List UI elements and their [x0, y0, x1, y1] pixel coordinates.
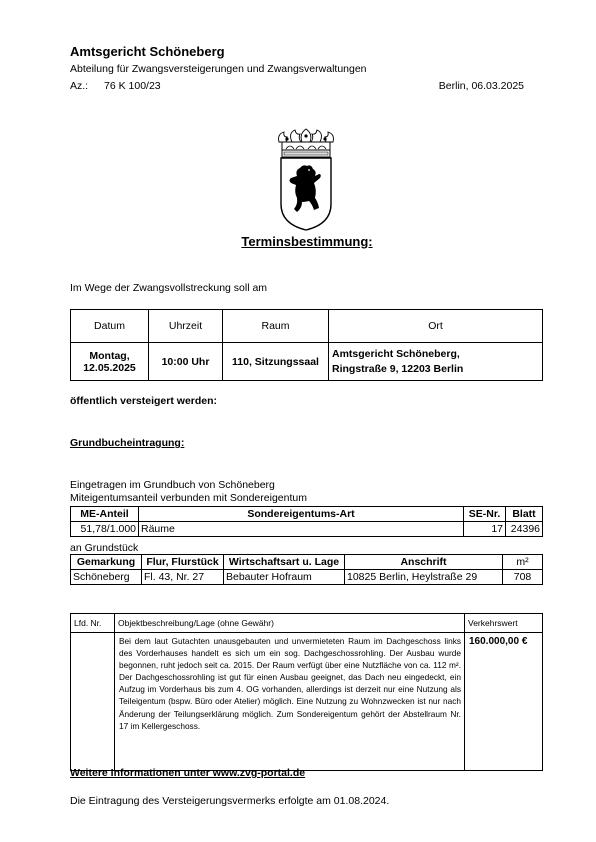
table-row [71, 343, 543, 381]
appointment-room: 110, Sitzungssaal [223, 343, 329, 381]
department: Abteilung für Zwangsversteigerungen und Zwangsverwaltungen [70, 63, 367, 75]
document-title: Terminsbestimmung: [241, 234, 373, 249]
appointment-place [329, 343, 543, 381]
object-table [70, 613, 543, 771]
court-name: Amtsgericht Schöneberg [70, 44, 225, 59]
place-date: Berlin, 06.03.2025 [438, 80, 524, 92]
table-row [71, 633, 543, 771]
table-header-row [71, 507, 543, 522]
date-value: 12.05.2025 [83, 361, 136, 374]
table-cell: 708 [503, 570, 543, 585]
table-header-row [71, 555, 543, 570]
land-register-text: Eingetragen im Grundbuch von Schöneberg [70, 479, 275, 491]
table-cell: 10825 Berlin, Heylstraße 29 [345, 570, 503, 585]
table-header-row [71, 614, 543, 633]
auction-statement: öffentlich versteigert werden: [70, 395, 218, 407]
table-cell: Bebauter Hofraum [224, 570, 345, 585]
case-number: 76 K 100/23 [104, 80, 161, 92]
column-header: Sondereigentums-Art [139, 507, 464, 522]
column-header: SE-Nr. [464, 507, 506, 522]
registration-note: Die Eintragung des Versteigerungsvermerks erfolgte am 01.08.2024. [70, 795, 390, 807]
table-row [71, 570, 543, 585]
intro-text: Im Wege der Zwangsvollstreckung soll am [70, 282, 268, 294]
table-cell: Fl. 43, Nr. 27 [142, 570, 224, 585]
column-header: Datum [71, 310, 149, 343]
market-value: 160.000,00 € [465, 633, 543, 771]
column-header: Lfd. Nr. [71, 614, 115, 633]
column-header: Raum [223, 310, 329, 343]
column-header: ME-Anteil [71, 507, 139, 522]
place-address: Ringstraße 9, 12203 Berlin [332, 362, 464, 375]
table-row [71, 522, 543, 537]
appointment-date [71, 343, 149, 381]
column-header: m² [503, 555, 543, 570]
section-heading: Grundbucheintragung: [70, 437, 185, 449]
column-header: Gemarkung [71, 555, 142, 570]
table-cell [71, 633, 115, 771]
column-header: Flur, Flurstück [142, 555, 224, 570]
appointment-time: 10:00 Uhr [149, 343, 223, 381]
table-cell: 51,78/1.000 [71, 522, 139, 537]
place-name: Amtsgericht Schöneberg, [332, 347, 460, 360]
plot-table [70, 554, 543, 585]
table-cell: Räume [139, 522, 464, 537]
column-header: Wirtschaftsart u. Lage [224, 555, 345, 570]
column-header: Uhrzeit [149, 310, 223, 343]
column-header: Ort [329, 310, 543, 343]
appointment-table [70, 309, 543, 381]
column-header: Objektbeschreibung/Lage (ohne Gewähr) [115, 614, 465, 633]
column-header: Verkehrswert [465, 614, 543, 633]
weekday: Montag, [89, 349, 130, 362]
case-number-label: Az.: [70, 80, 89, 92]
berlin-bear-icon [273, 128, 339, 232]
ownership-table [70, 506, 543, 537]
table-cell: 17 [464, 522, 506, 537]
plot-text: an Grundstück [70, 542, 139, 554]
object-description: Bei dem laut Gutachten unausgebauten und unvermieteten Raum im Dachgeschoss links des Vorderhauses handelt es sich um ein sog. Dachgeschossrohling. Der Ausbau wurde begonnen, ruht jedoch seit ca. 2015. Der Raum verfügt über eine Nutzfläche von ca. 112 m². Der Dachgeschossrohling ist gut für einen Ausbau geeignet, das Dach neu eingedeckt, ein Aufzug im Vorderhaus bis zum 4. OG vorhanden, allerdings ist derzeit nur eine Nutzung als Teileigentum (bspw. Büro oder Atelier) möglich. Eine Nutzung zu Wohnzwecken ist nur nach Änderung der Teilungserklärung möglich. Zum Sondereigentum gehört der Abstellraum Nr. 17 im Kellergeschoss. [115, 633, 465, 771]
column-header: Anschrift [345, 555, 503, 570]
co-ownership-text: Miteigentumsanteil verbunden mit Sondereigentum [70, 492, 307, 504]
column-header: Blatt [506, 507, 543, 522]
table-header-row [71, 310, 543, 343]
more-info-link[interactable]: Weitere Informationen unter www.zvg-portal.de [70, 767, 306, 779]
table-cell: Schöneberg [71, 570, 142, 585]
table-cell: 24396 [506, 522, 543, 537]
